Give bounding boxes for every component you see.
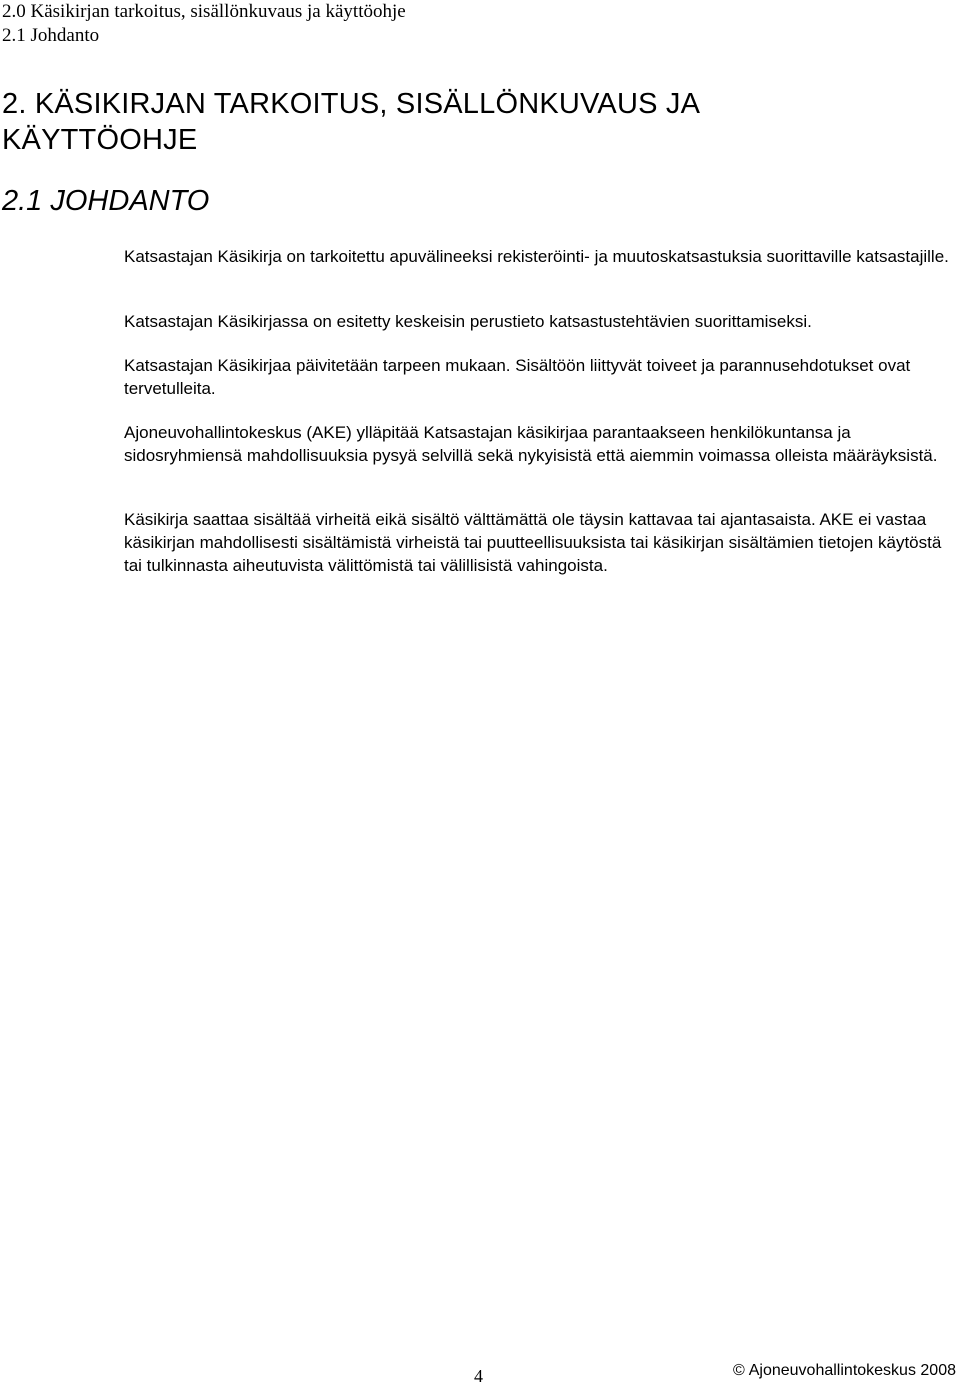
copyright-icon: ©: [732, 1362, 745, 1379]
paragraph-purpose: Katsastajan Käsikirja on tarkoitettu apuvälineeksi rekisteröinti- ja muutoskatsastuksia suorittaville katsastajille.: [124, 247, 949, 266]
page-number: 4: [474, 1366, 483, 1386]
section-title: 2.1 JOHDANTO: [2, 185, 210, 217]
chapter-title: 2. KÄSIKIRJAN TARKOITUS, SISÄLLÖNKUVAUS JA KÄYTTÖOHJE: [2, 88, 699, 156]
running-header-section: 2.1 Johdanto: [2, 25, 100, 46]
paragraph-disclaimer: Käsikirja saattaa sisältää virheitä eikä sisältö välttämättä ole täysin kattavaa tai ajantasaista. AKE ei vastaa käsikirjan mahdollisesti sisältämistä virheistä tai puutteellisuuksista tai käsikirjan sisältämien tietojen käytöstä tai tulkinnasta aiheutuvista välittömistä tai välillisistä vahingoista.: [124, 510, 942, 575]
copyright-text: Ajoneuvohallintokeskus 2008: [748, 1362, 956, 1379]
paragraph-updates: Katsastajan Käsikirjaa päivitetään tarpeen mukaan. Sisältöön liittyvät toiveet ja parannusehdotukset ovat tervetulleita.: [124, 356, 911, 398]
running-header-chapter: 2.0 Käsikirjan tarkoitus, sisällönkuvaus ja käyttöohje: [2, 1, 406, 22]
copyright-notice: [733, 1360, 956, 1382]
paragraph-maintainer: Ajoneuvohallintokeskus (AKE) ylläpitää Katsastajan käsikirjaa parantaakseen henkilökuntansa ja sidosryhmiensä mahdollisuuksia pysyä selvillä sekä nykyisistä että aiemmin voimassa olleista määräyksistä.: [124, 423, 938, 465]
paragraph-content: Katsastajan Käsikirjassa on esitetty keskeisin perustieto katsastustehtävien suorittamiseksi.: [124, 312, 812, 331]
